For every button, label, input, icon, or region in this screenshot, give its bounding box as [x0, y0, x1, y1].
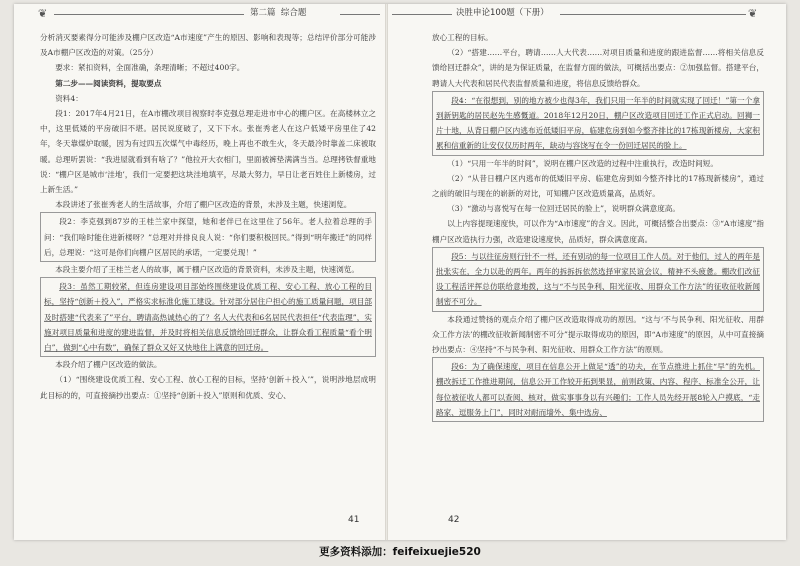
question-text: 分析消灭要素得分可能涉及棚户区改造“A市速度”产生的原因、影响和表现等；总结评价部分可能涉及A市棚户区改造的对策。（25分）	[40, 33, 376, 58]
analysis-4-3: （3）“激动与喜悦写在每一位回迁居民的脸上”，说明群众满意度高。	[447, 204, 680, 214]
analysis-5: 本段通过赞扬的观点介绍了棚户区改造取得成功的原因。“这与‘不与民争利、阳光征收、用群众工作方法’的棚改征收新闻制密不可分”提示取得成功的原因，即“A市速度”的原因，从中可直接摘抄出要点：④坚持“不与民争利、阳光征收、用群众工作方法”的原则。	[432, 314, 764, 355]
summary-4: 以上内容提现速度快，可以作为“A市速度”的含义。因此，可概括整合出要点：③“A市速度”指棚户区改造执行力强，改造建设速度快，品质好，群众满意度高。	[432, 219, 764, 244]
paragraph-3-detail: （1）“围绕建设优质工程、安心工程、放心工程的目标，坚持‘创新＋投入’”，说明涉地层成明此目标的的，可直接摘抄出要点：①坚持“创新＋投入”原则和优质、安心、	[40, 375, 376, 400]
paragraph-5: 段5：与以往征房则行针不一样，还有别动的每一位项目工作人员。对于他们，过人的两年是批张实在，全力以赴的两年。两年的拆拆拆依然选择审家民谊会议，精神不头疲惫。棚改们改征设工程活评挥总仿联给意地拨，这与“不与民争利、阳光征收、用群众工作方法”的征收征收新闻制密不可分。	[432, 247, 764, 312]
header-section: 综合题	[280, 8, 307, 18]
right-page	[432, 30, 764, 520]
paragraph-2: 段2：李克强到87岁的王桂兰家中探望，她和老伴已在这里住了56年。老人拉着总理的手问：“我们啥时能住进新楼呀？”总理对并排良良人说：“你们要积极回民。”得到“明年搬迁”的同样后，总理说：“这可是你们向棚户区居民的承诺，一定要兑现！”	[40, 212, 376, 262]
header-rule-left	[54, 14, 244, 15]
header-rule-left-2	[340, 14, 380, 15]
paragraph-3: 段3：虽然工期较紧，但连房建设项目部始终围绕建设优质工程、安心工程、放心工程的目标，坚持“创新＋投入”，严格实求标准化施工建设。针对部分居住户担心的施工质量问题，项目部及时搭建“代表来了”平台，聘请高热诚热心的了？名人大代表和6名居民代表担任“代表监理”，实施对项目质量和进度的建进监督，并及时将相关信息反馈给回迁群众，让群众看工程质量“看个明白”，做到“心中有数”，确保了群众又好又快地住上满意的回迁房。	[40, 277, 376, 357]
left-page	[40, 30, 376, 510]
header-rule-right-2	[560, 14, 746, 15]
ornament-icon: ❦	[38, 7, 48, 20]
paragraph-4: 段4：“在很想到，别的地方被少也得3年，我们只用一年半的时间就实现了回迁！”第一个拿到新钥匙的居民赵先生感慨道。2018年12月20日，棚户区改造项目回迁工作正式启动。回狮一片十地，从背日棚户区内逃布近低矮旧平房，临建危房到如今整齐排比的17栋现新楼房，大家积累和信重新的让安仅仅历时两年，缺动与容饶写在令一份回迁居民的脸上。	[432, 91, 764, 156]
paragraph-2-comment: 本段主要介绍了王桂兰老人的故事，属于棚户区改造的背景资料，未涉及主题，快速浏览。	[55, 265, 359, 275]
paragraph-1-comment: 本段讲述了张崔秀老人的生活故事，介绍了棚户区改造的背景，未涉及主题，快速浏览。	[55, 200, 352, 210]
analysis-4-2: （2）“从昔日棚户区内逃布的低矮旧平房、临建危房到如今整齐排比的17栋现新楼房”，通过之前的破旧与现在的崭新的对比，可知棚户区改造质量高，品质好。	[432, 173, 764, 199]
step-heading: 第二步——阅读资料，提取要点	[55, 78, 162, 88]
book-gutter	[385, 4, 388, 540]
requirements: 要求：紧扣资料，全面准确，条理清晰；不超过400字。	[55, 63, 245, 73]
analysis-4-1: （1）“只用一年半的时间”，说明在棚户区改造的过程中注重执行，改造时间短。	[447, 158, 718, 168]
paragraph-1: 段1：2017年4月21日，在A市棚改项目视察时李克强总理走进市中心的棚户区。在高楼林立之中，这里低矮的平房破旧不堪。居民说度破了，又下下水。张崔秀老人在这户低矮平房里住了42年，冬天靠煤炉取暖，因为有过四五次煤气中毒经历，晚上再也不敢生火，冬天最冷时靠盖二床被取暖。总理听罢说：“我进屋就看到有啥了？”他拉开大衣相门，里面被裤垫满满当当。总理拷铁督重地说：“棚户区是城市‘洼地’，我们一定要把这块洼地填平，尽最大努力，早日让老百姓住上新楼房，过上新生活。”	[40, 109, 376, 195]
header-rule-right	[392, 14, 452, 15]
material-label: 资料4：	[55, 93, 83, 103]
ornament-icon: ❦	[748, 7, 758, 20]
page-number-right: 42	[448, 515, 460, 525]
header-chapter: 第二篇	[250, 8, 276, 18]
analysis-2: （2）“搭建……平台，聘请……人大代表……对项目质量和进度的跟进监督……将相关信息反馈给回迁群众”，讲的是为保证质量，在监督方面的做法，可概括出要点：②加强监督。搭建平台，聘请人大代表和居民代表监督质量和进度，将信息反馈给群众。	[432, 48, 764, 88]
page-number-left: 41	[348, 515, 360, 525]
header-left	[250, 6, 306, 22]
footer-contact: 更多资料添加：feifeixuejie520	[319, 546, 481, 558]
paragraph-3-comment: 本段介绍了棚户区改造的做法。	[55, 360, 162, 370]
header-right-title: 决胜申论100题（下册）	[456, 8, 549, 18]
paragraph-6: 段6：为了确保速度，项目在信息公开上做足“透”的功夫，在节点推进上抓住“早”的先机。棚改拆迁工作推进期间，信息公开工作较开拓到果显，前则政策、内容、程序、标准全公开，让每位被征收人都可以查阅、核对，做实事事身以有兴趣们；工作人员先经开展8轮入户摸底，“走路家、逗服务上门”，同时对耐而墙外、集中选房、	[432, 357, 764, 422]
right-continuation: 放心工程的目标。	[432, 33, 493, 42]
